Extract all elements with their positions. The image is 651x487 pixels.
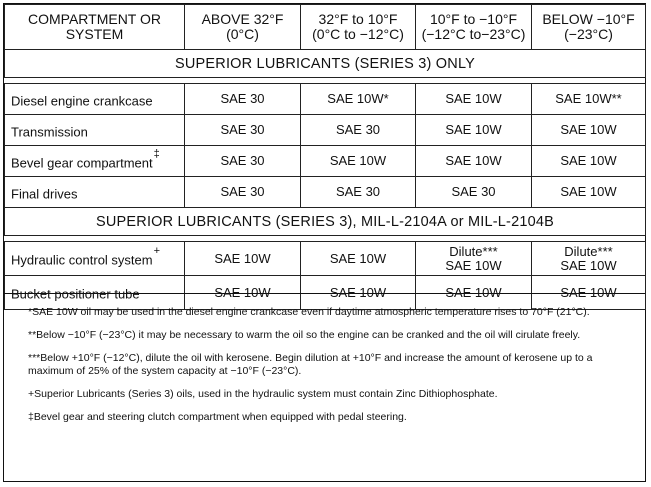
cell: SAE 10W xyxy=(532,146,646,177)
row-label: Hydraulic control system+ xyxy=(5,242,185,276)
row-label: Bevel gear compartment‡ xyxy=(5,146,185,177)
cell: SAE 30 xyxy=(301,115,416,146)
cell: SAE 30 xyxy=(185,177,301,208)
cell: SAE 10W xyxy=(301,146,416,177)
footnote-single-star: *SAE 10W oil may be used in the diesel engine crankcase even if daytime atmospheric temperature rises to 70°F (21°C). xyxy=(28,306,590,318)
footnote-double-star: **Below −10°F (−23°C) it may be necessary to warm the oil so the engine can be cranked and the oil will cirulate freely. xyxy=(28,329,581,341)
cell: SAE 10W xyxy=(301,242,416,276)
cell: SAE 10W xyxy=(532,177,646,208)
header-10f-to-minus-10f: 10°F to −10°F (−12°C to−23°C) xyxy=(416,5,532,50)
cell: Dilute*** SAE 10W xyxy=(532,242,646,276)
cell: Dilute*** SAE 10W xyxy=(416,242,532,276)
header-32f-to-10f: 32°F to 10°F (0°C to −12°C) xyxy=(301,5,416,50)
table-row xyxy=(5,84,646,115)
lubricant-table xyxy=(4,4,646,310)
row-label: Final drives xyxy=(5,177,185,208)
cell: SAE 10W** xyxy=(532,84,646,115)
cell: SAE 30 xyxy=(185,115,301,146)
header-row xyxy=(5,5,646,50)
cell: SAE 10W xyxy=(532,115,646,146)
header-below-minus-10f: BELOW −10°F (−23°C) xyxy=(532,5,646,50)
section2-row xyxy=(5,208,646,236)
cell: SAE 30 xyxy=(185,84,301,115)
table-row xyxy=(5,146,646,177)
row-label: Transmission xyxy=(5,115,185,146)
cell: SAE 10W xyxy=(416,276,532,310)
footnote-double-dagger: ‡Bevel gear and steering clutch compartment when equipped with pedal steering. xyxy=(28,411,407,423)
section1-title: SUPERIOR LUBRICANTS (SERIES 3) ONLY xyxy=(5,50,646,78)
cell: SAE 10W xyxy=(532,276,646,310)
header-compartment: COMPARTMENT OR SYSTEM xyxy=(5,5,185,50)
footnotes xyxy=(4,293,645,481)
cell: SAE 10W* xyxy=(301,84,416,115)
cell: SAE 10W xyxy=(185,276,301,310)
cell: SAE 10W xyxy=(416,146,532,177)
cell: SAE 30 xyxy=(185,146,301,177)
row-label: Bucket positioner tube xyxy=(5,276,185,310)
header-above-32f: ABOVE 32°F (0°C) xyxy=(185,5,301,50)
table-row xyxy=(5,242,646,276)
lubricant-chart xyxy=(3,3,646,482)
cell: SAE 10W xyxy=(301,276,416,310)
cell: SAE 30 xyxy=(301,177,416,208)
cell: SAE 10W xyxy=(416,84,532,115)
section1-row xyxy=(5,50,646,78)
table-row xyxy=(5,177,646,208)
table-row xyxy=(5,115,646,146)
footnote-triple-star: ***Below +10°F (−12°C), dilute the oil with kerosene. Begin dilution at +10°F and increase the amount of kerosene up to a maximum of 25% of the system capacity at −10°F (−23°C). xyxy=(28,352,593,377)
cell: SAE 10W xyxy=(416,115,532,146)
footnote-plus: +Superior Lubricants (Series 3) oils, used in the hydraulic system must contain Zinc Dithiophosphate. xyxy=(28,388,498,400)
cell: SAE 30 xyxy=(416,177,532,208)
section2-title: SUPERIOR LUBRICANTS (SERIES 3), MIL-L-2104A or MIL-L-2104B xyxy=(5,208,646,236)
row-label: Diesel engine crankcase xyxy=(5,84,185,115)
cell: SAE 10W xyxy=(185,242,301,276)
